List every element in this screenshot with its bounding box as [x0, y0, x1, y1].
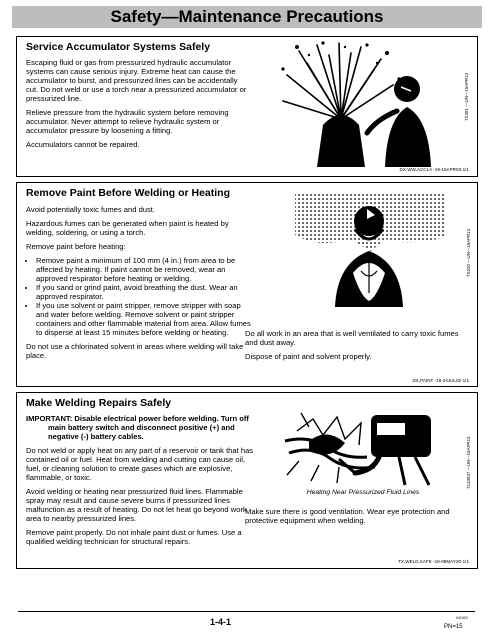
- welding-text: [26, 414, 254, 551]
- paint-intro: Avoid potentially toxic fumes and dust.: [26, 205, 156, 214]
- page-title: Safety—Maintenance Precautions: [12, 6, 482, 28]
- accumulator-text: [26, 58, 250, 154]
- welding-figure-caption: Heating Near Pressurized Fluid Lines: [306, 489, 420, 496]
- page-small-code: 041920: [456, 616, 468, 620]
- welding-paragraph-3: Remove paint properly. Do not inhale paint dust or fumes. Use a qualified welding technician for structural repairs.: [26, 528, 242, 546]
- paint-ventilate: Do all work in an area that is well ventilated to carry toxic fumes and dust away.: [245, 329, 459, 347]
- paint-fumes-illustration: [289, 189, 451, 309]
- accumulator-paragraph-3: Accumulators cannot be repaired.: [26, 140, 140, 149]
- footer-rule: [18, 611, 475, 612]
- paint-bullet: • If you use solvent or paint stripper, remove stripper with soap and water before welding. Remove solvent or paint stripper containers and other flammable material from area. Allow fumes to disperse at least 15 minutes before welding or heating.: [36, 301, 254, 337]
- paint-heading: Remove Paint Before Welding or Heating: [26, 187, 231, 199]
- welding-ventilation: Make sure there is good ventilation. Wear eye protection and protective equipment when welding.: [245, 507, 450, 525]
- accumulator-image-code: TS281 —UN—15APR13: [464, 72, 469, 121]
- paint-text: [26, 205, 254, 365]
- important-label: IMPORTANT:: [26, 414, 73, 423]
- paint-bullet: • If you sand or grind paint, avoid breathing the dust. Wear an approved respirator.: [36, 283, 254, 301]
- welding-paragraph-1: Do not weld or apply heat on any part of a reservoir or tank that has contained oil or fuel. Heat from welding and cutting can cause oil, fuel, or cleaning solution to create gases which are explosive, flammable, or toxic.: [26, 446, 254, 482]
- paint-chlorinated: Do not use a chlorinated solvent in areas where welding will take place.: [26, 342, 244, 360]
- paint-ref-code: DX,PAINT -19-24JUL02-1/1: [412, 378, 469, 383]
- welding-section: [16, 392, 478, 569]
- important-text: Disable electrical power before welding. Turn off main battery switch and disconnect positive (+) and negative (-) battery cables.: [48, 414, 249, 441]
- paint-bullet: • Remove paint a minimum of 100 mm (4 in.) from area to be affected by heating. If paint cannot be removed, wear an approved respirator before heating or welding.: [36, 256, 254, 283]
- accumulator-ref-code: DX,WW,ACCLA -19-15APR03-1/1: [399, 167, 469, 172]
- accumulator-burst-illustration: [279, 41, 449, 169]
- paint-hazard: Hazardous fumes can be generated when paint is heated by welding, soldering, or using a torch.: [26, 219, 229, 237]
- paint-dispose: Dispose of paint and solvent properly.: [245, 352, 372, 361]
- paint-lead: Remove paint before heating:: [26, 242, 126, 251]
- welding-ref-code: TX,WELD,SAFE -19-08MAY20-1/1: [398, 559, 469, 564]
- welding-right-text: [245, 507, 471, 530]
- page-number: 1-4-1: [210, 617, 232, 627]
- accumulator-heading: Service Accumulator Systems Safely: [26, 41, 211, 53]
- welding-heading: Make Welding Repairs Safely: [26, 397, 172, 409]
- paint-image-code: TS220 —UN—15APR13: [466, 228, 471, 277]
- paint-section: [16, 182, 478, 387]
- accumulator-paragraph-2: Relieve pressure from the hydraulic system before removing accumulator. Never attempt to relieve hydraulic system or accumulator pressure by loosening a fitting.: [26, 108, 229, 135]
- welding-important: [26, 414, 254, 441]
- welding-illustration: [279, 401, 447, 487]
- welding-paragraph-2: Avoid welding or heating near pressurized fluid lines. Flammable spray may result and cause severe burns if pressurized lines malfunction as a result of heating. Do not let heat go beyond work area to nearby pressurized lines.: [26, 487, 247, 523]
- welding-image-code: T133547 —UN—15APR13: [466, 436, 471, 489]
- accumulator-paragraph-1: Escaping fluid or gas from pressurized hydraulic accumulator systems can cause serious injury. Extreme heat can cause the accumulator to burst, and pressurized lines can be accidentally cut. Do not weld or use a torch near a pressurized accumulator or pressurized line.: [26, 58, 247, 103]
- page-id: PN=15: [444, 624, 463, 630]
- paint-bullet-list: [26, 256, 254, 337]
- paint-right-text: [245, 329, 467, 366]
- accumulator-section: [16, 36, 478, 177]
